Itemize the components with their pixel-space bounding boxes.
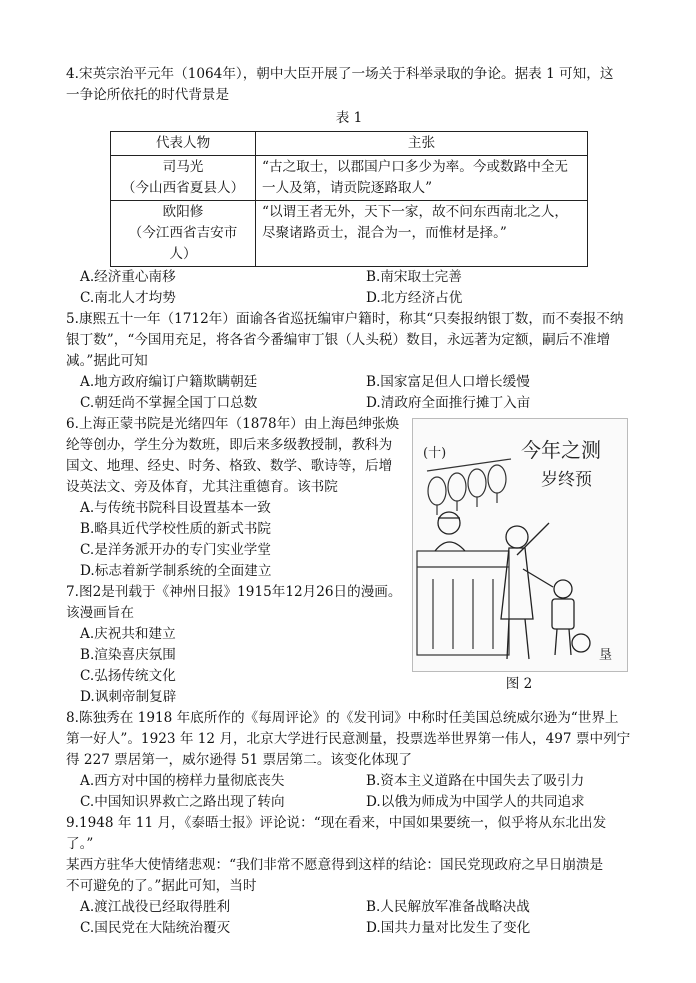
q5-stem-line3: 减。”据此可知 [66, 353, 148, 369]
q6-stem-line4: 设英法文、旁及体育，尤其注重德育。该书院 [66, 479, 338, 495]
q6-stem-line2: 纶等创办，学生分为数班，即后来多级教授制，教科为 [66, 437, 393, 453]
q4-option-a[interactable]: A.经济重心南移 [80, 269, 176, 285]
claim-line: “以谓王者无外，天下一家，故不问东西南北之人， [262, 204, 569, 220]
q6-option-b[interactable]: B.略具近代学校性质的新式书院 [80, 521, 272, 537]
q5-stem-line2: 银丁数”，“今国用充足，将各省今番编审丁银（人头税）数目，永远著为定额，嗣后不准增 [66, 332, 611, 348]
person-cell [111, 201, 256, 267]
person-cell [111, 156, 256, 201]
header-person: 代表人物 [111, 132, 256, 156]
table-row [111, 201, 588, 267]
q4-stem-line1: 4.宋英宗治平元年（1064年），朝中大臣开展了一场关于科举录取的争论。据表 1 可知，这 [66, 66, 614, 82]
shopkeeper [435, 512, 465, 551]
exam-page [66, 64, 632, 939]
q4-options-row [66, 267, 632, 288]
q7-stem-line1: 7.图2是刊载于《神州日报》1915年12月26日的漫画。 [66, 584, 402, 600]
q4-option-b[interactable]: B.南宋取士完善 [366, 269, 462, 285]
q9-stem-line3: 不可避免的了。”据此可知，当时 [66, 878, 257, 894]
table-header-row [111, 132, 588, 156]
cartoon-illustration [413, 419, 627, 671]
child-figure [552, 580, 590, 655]
q6-option-c[interactable]: C.是洋务派开办的专门实业学堂 [80, 542, 271, 558]
q6-stem-line3: 国文、地理、经史、时务、格致、数学、歌诗等，后增 [66, 458, 393, 474]
q8-stem-line3: 得 227 票居第一，威尔逊得 51 票居第二。该变化体现了 [66, 752, 412, 768]
question-8 [66, 708, 632, 813]
figure-caption: 图 2 [505, 676, 533, 692]
q9-option-d[interactable]: D.国共力量对比发生了变化 [366, 920, 531, 936]
q5-option-a[interactable]: A.地方政府编订户籍欺瞒朝廷 [80, 374, 258, 390]
q6-stem-line1: 6.上海正蒙书院是光绪四年（1878年）由上海邑绅张焕 [66, 416, 400, 432]
figure-title-left: 岁终预 [541, 470, 592, 490]
q5-option-b[interactable]: B.国家富足但人口增长缓慢 [366, 374, 530, 390]
q8-option-a[interactable]: A.西方对中国的榜样力量彻底丧失 [80, 773, 285, 789]
person-name: 欧阳修 [162, 204, 204, 220]
figure-number: (十) [423, 446, 447, 461]
q8-option-d[interactable]: D.以俄为师成为中国学人的共同追求 [366, 794, 585, 810]
q8-stem-line1: 8.陈独秀在 1918 年底所作的《每周评论》的《发刊词》中称时任美国总统威尔逊为“世界上 [66, 710, 619, 726]
q7-option-b[interactable]: B.渲染喜庆氛围 [80, 647, 176, 663]
claim-line: 一人及第，请贡院逐路取人” [262, 180, 433, 196]
q7-stem-line2: 该漫画旨在 [66, 605, 134, 621]
table-row [111, 156, 588, 201]
figure-title-right: 今年之测 [521, 438, 601, 462]
q8-options-row [66, 792, 632, 813]
question-5 [66, 309, 632, 414]
q4-option-c[interactable]: C.南北人才均势 [80, 290, 176, 306]
q9-options-row [66, 897, 632, 918]
person-origin: （今江西省吉安市 [128, 225, 238, 241]
table-1-caption: 表 1 [335, 110, 363, 126]
q4-stem-line2: 一争论所依托的时代背景是 [66, 87, 230, 103]
q5-option-c[interactable]: C.朝廷尚不掌握全国丁口总数 [80, 395, 258, 411]
claim-line: “古之取士，以郡国户口多少为率。今或数路中全无 [262, 159, 569, 175]
q9-stem-line2: 某西方驻华大使情绪悲观：“我们非常不愿意得到这样的结论：国民党现政府之早日崩溃是 [66, 857, 604, 873]
q6-option-a[interactable]: A.与传统书院科目设置基本一致 [80, 500, 271, 516]
question-9 [66, 813, 632, 939]
q5-stem-line1: 5.康熙五十一年（1712年）面谕各省巡抚编审户籍时，称其“只奏报纳银丁数，而不奏报不纳 [66, 311, 624, 327]
header-claim: 主张 [256, 132, 588, 156]
person-origin: 人） [169, 246, 197, 262]
q9-stem-line1: 9.1948 年 11 月，《泰晤士报》评论说：“现在看来，中国如果要统一，似乎将从东北出发了。” [66, 815, 607, 852]
q5-option-d[interactable]: D.清政府全面推行摊丁入亩 [366, 395, 531, 411]
q7-option-d[interactable]: D.讽刺帝制复辟 [80, 689, 177, 705]
artist-signature: 垦 [599, 648, 613, 663]
person-origin: （今山西省夏县人） [121, 180, 245, 196]
q7-option-c[interactable]: C.弘扬传统文化 [80, 668, 176, 684]
q7-option-a[interactable]: A.庆祝共和建立 [80, 626, 176, 642]
q4-options-row [66, 288, 632, 309]
q6-q7-text [66, 414, 404, 708]
table-1 [110, 131, 588, 267]
q5-options-row [66, 372, 632, 393]
q9-option-a[interactable]: A.渡江战役已经取得胜利 [80, 899, 231, 915]
claim-line: 尽聚诸路贡士，混合为一，而惟材是择。” [262, 225, 507, 241]
cartoon-figure [412, 418, 628, 672]
q5-options-row [66, 393, 632, 414]
lanterns [427, 459, 511, 515]
q9-option-b[interactable]: B.人民解放军准备战略决战 [366, 899, 530, 915]
q8-option-c[interactable]: C.中国知识界救亡之路出现了转向 [80, 794, 285, 810]
shop-counter [417, 551, 509, 655]
person-name: 司马光 [162, 159, 204, 175]
q8-stem-line2: 第一好人”。1923 年 12 月，北京大学进行民意测量，投票选举世界第一伟人，497 票中列宁 [66, 731, 631, 747]
q8-option-b[interactable]: B.资本主义道路在中国失去了吸引力 [366, 773, 585, 789]
q8-options-row [66, 771, 632, 792]
q4-option-d[interactable]: D.北方经济占优 [366, 290, 463, 306]
claim-cell [256, 201, 588, 267]
q9-option-c[interactable]: C.国民党在大陆统治覆灭 [80, 920, 231, 936]
questions-6-7 [66, 414, 632, 708]
q9-options-row [66, 918, 632, 939]
q6-option-d[interactable]: D.标志着新学制系统的全面建立 [80, 563, 272, 579]
claim-cell [256, 156, 588, 201]
question-4 [66, 64, 632, 309]
